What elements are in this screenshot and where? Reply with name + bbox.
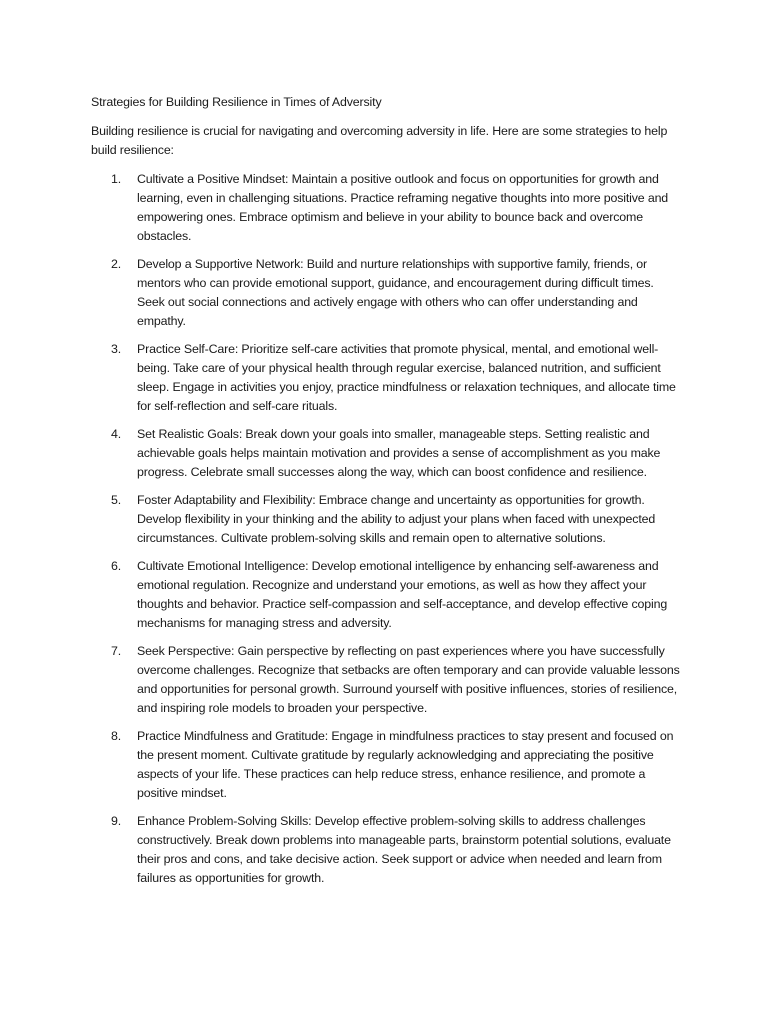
strategy-item-5	[91, 491, 681, 548]
strategy-text: Practice Self-Care: Prioritize self-care activities that promote physical, mental, and emotional well-being. Take care of your physical health through regular exercise, balanced nutrition, and sufficient sleep. Engage in activities you enjoy, practice mindfulness or relaxation techniques, and allocate time for self-reflection and self-care rituals.	[137, 342, 676, 413]
strategy-item-6	[91, 557, 681, 633]
strategy-number: 8.	[111, 729, 122, 743]
strategy-text: Seek Perspective: Gain perspective by reflecting on past experiences where you have successfully overcome challenges. Recognize that setbacks are often temporary and can provide valuable lessons and opportunities for personal growth. Surround yourself with positive influences, stories of resilience, and inspiring role models to broaden your perspective.	[137, 644, 680, 715]
strategy-text: Practice Mindfulness and Gratitude: Engage in mindfulness practices to stay present and focused on the present moment. Cultivate gratitude by regularly acknowledging and appreciating the positive aspects of your life. These practices can help reduce stress, enhance resilience, and promote a positive mindset.	[137, 729, 674, 800]
strategy-number: 9.	[111, 814, 122, 828]
strategy-number: 5.	[111, 493, 122, 507]
intro-paragraph: Building resilience is crucial for navigating and overcoming adversity in life. Here are some strategies to help build resilience:	[91, 124, 668, 157]
strategy-number: 2.	[111, 257, 122, 271]
strategy-text: Set Realistic Goals: Break down your goals into smaller, manageable steps. Setting realistic and achievable goals helps maintain motivation and provides a sense of accomplishment as you make progress. Celebrate small successes along the way, which can boost confidence and resilience.	[137, 427, 661, 479]
strategy-item-7	[91, 642, 681, 718]
document-body	[91, 93, 681, 897]
strategy-item-9	[91, 812, 681, 888]
strategy-text: Cultivate Emotional Intelligence: Develop emotional intelligence by enhancing self-awareness and emotional regulation. Recognize and understand your emotions, as well as how they affect your thoughts and behavior. Practice self-compassion and self-acceptance, and develop effective coping mechanisms for managing stress and adversity.	[137, 559, 668, 630]
strategy-list	[91, 170, 681, 888]
strategy-text: Develop a Supportive Network: Build and nurture relationships with supportive family, friends, or mentors who can provide emotional support, guidance, and encouragement during difficult times. Seek out social connections and actively engage with others who can offer understanding and empathy.	[137, 257, 654, 328]
strategy-item-1	[91, 170, 681, 246]
strategy-number: 3.	[111, 342, 122, 356]
strategy-number: 1.	[111, 172, 122, 186]
strategy-number: 7.	[111, 644, 122, 658]
strategy-item-2	[91, 255, 681, 331]
strategy-item-8	[91, 727, 681, 803]
strategy-number: 6.	[111, 559, 122, 573]
strategy-text: Enhance Problem-Solving Skills: Develop effective problem-solving skills to address challenges constructively. Break down problems into manageable parts, brainstorm potential solutions, evaluate their pros and cons, and take decisive action. Seek support or advice when needed and learn from failures as opportunities for growth.	[137, 814, 671, 885]
document-title: Strategies for Building Resilience in Times of Adversity	[91, 95, 382, 109]
strategy-number: 4.	[111, 427, 122, 441]
strategy-text: Foster Adaptability and Flexibility: Embrace change and uncertainty as opportunities for growth. Develop flexibility in your thinking and the ability to adjust your plans when faced with unexpected circumstances. Cultivate problem-solving skills and remain open to alternative solutions.	[137, 493, 656, 545]
strategy-item-3	[91, 340, 681, 416]
strategy-text: Cultivate a Positive Mindset: Maintain a positive outlook and focus on opportunities for growth and learning, even in challenging situations. Practice reframing negative thoughts into more positive and empowering ones. Embrace optimism and believe in your ability to bounce back and overcome obstacles.	[137, 172, 669, 243]
strategy-item-4	[91, 425, 681, 482]
